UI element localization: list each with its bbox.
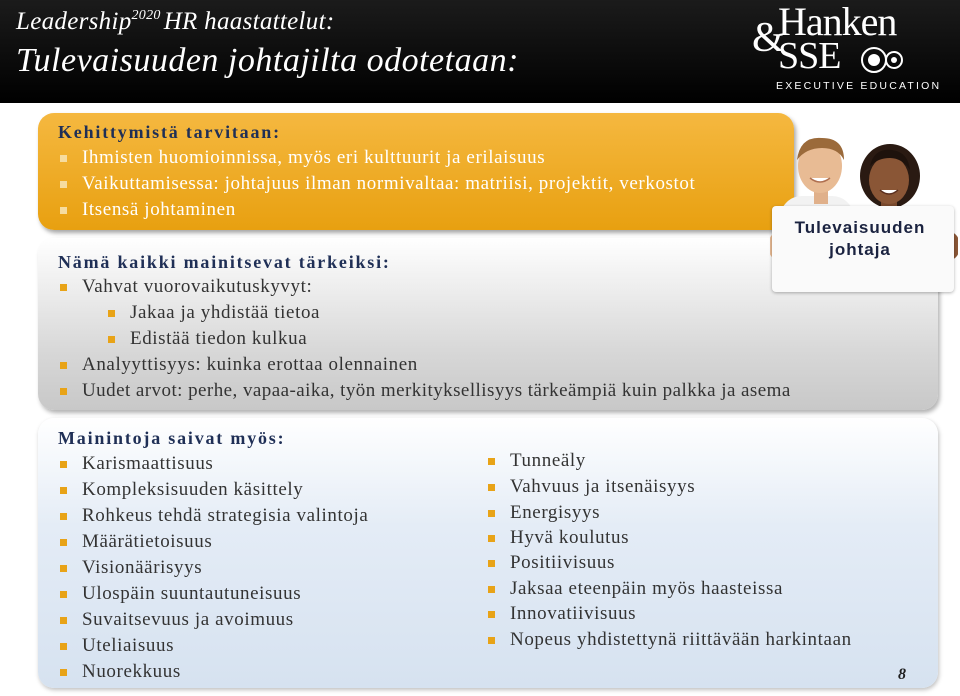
bullet-icon [60, 207, 67, 214]
list-subitem: Jakaa ja yhdistää tietoa [130, 302, 321, 323]
development-heading: Kehittymistä tarvitaan: [58, 122, 281, 142]
bullet-icon [488, 510, 495, 517]
logo-sse: SSE [778, 35, 841, 77]
bullet-icon [60, 669, 67, 676]
list-item: Rohkeus tehdä strategisia valintoja [82, 505, 369, 526]
bullet-icon [488, 484, 495, 491]
slide-title: Leadership$^{2020}$ HR haastattelut: [16, 8, 335, 35]
bullet-icon [60, 565, 67, 572]
bullet-icon [108, 310, 115, 317]
bullet-icon [488, 560, 495, 567]
list-item: Vahvuus ja itsenäisyys [510, 476, 696, 497]
bullet-icon [60, 362, 67, 369]
list-item: Hyvä koulutus [510, 527, 630, 548]
bullet-icon [60, 617, 67, 624]
list-item: Nopeus yhdistettynä riittävään harkintaan [510, 629, 852, 650]
list-item: Energisyys [510, 502, 601, 523]
bullet-icon [60, 513, 67, 520]
bullet-icon [60, 487, 67, 494]
logo-hanken: Hanken [778, 0, 897, 44]
bullet-icon [60, 284, 67, 291]
bullet-icon [60, 539, 67, 546]
list-item: Määrätietoisuus [82, 531, 213, 552]
list-item: Visionäärisyys [82, 557, 203, 578]
bullet-icon [488, 611, 495, 618]
list-item: Itsensä johtaminen [82, 199, 236, 220]
list-item: Positiivisuus [510, 552, 615, 573]
hanken-sse-logo [752, 2, 952, 100]
list-item: Ihmisten huomioinnissa, myös eri kulttuurit ja erilaisuus [82, 147, 546, 168]
slide-subtitle: Tulevaisuuden johtajilta odotetaan: [16, 42, 519, 79]
list-item: Ulospäin suuntautuneisuus [82, 583, 302, 604]
also-heading: Mainintoja saivat myös: [58, 428, 286, 448]
logo-ampersand: & [752, 15, 785, 61]
list-item: Vahvat vuorovaikutuskyvyt: [82, 276, 313, 297]
sign-label [780, 217, 940, 261]
bullet-icon [488, 535, 495, 542]
bullet-icon [60, 388, 67, 395]
bullet-icon [60, 591, 67, 598]
bullet-icon [60, 155, 67, 162]
bullet-icon [488, 637, 495, 644]
title-superscript: 2020 [131, 8, 161, 23]
list-item: Vaikuttamisessa: johtajuus ilman normivaltaa: matriisi, projektit, verkostot [82, 173, 696, 194]
bullet-icon [488, 458, 495, 465]
list-subitem: Edistää tiedon kulkua [130, 328, 308, 349]
page-number: 8 [898, 666, 906, 683]
seal-icon [860, 42, 904, 78]
bullet-icon [60, 643, 67, 650]
list-item: Uudet arvot: perhe, vapaa-aika, työn merkityksellisyys tärkeämpiä kuin palkka ja asema [82, 380, 791, 401]
bullet-icon [108, 336, 115, 343]
list-item: Jaksaa eteenpäin myös haasteissa [510, 578, 783, 599]
title-bar [0, 0, 960, 103]
list-item: Karismaattisuus [82, 453, 214, 474]
sign-line-2: johtaja [829, 240, 891, 259]
list-item: Tunneäly [510, 450, 586, 471]
list-item: Nuorekkuus [82, 661, 181, 682]
important-heading: Nämä kaikki mainitsevat tärkeiksi: [58, 252, 391, 272]
bullet-icon [60, 181, 67, 188]
bullet-icon [60, 461, 67, 468]
logo-tagline: EXECUTIVE EDUCATION [776, 80, 942, 92]
list-item: Uteliaisuus [82, 635, 175, 656]
list-item: Innovatiivisuus [510, 603, 637, 624]
list-item: Kompleksisuuden käsittely [82, 479, 304, 500]
bullet-icon [488, 586, 495, 593]
sign-line-1: Tulevaisuuden [794, 218, 926, 237]
list-item: Analyyttisyys: kuinka erottaa olennainen [82, 354, 418, 375]
list-item: Suvaitsevuus ja avoimuus [82, 609, 294, 630]
